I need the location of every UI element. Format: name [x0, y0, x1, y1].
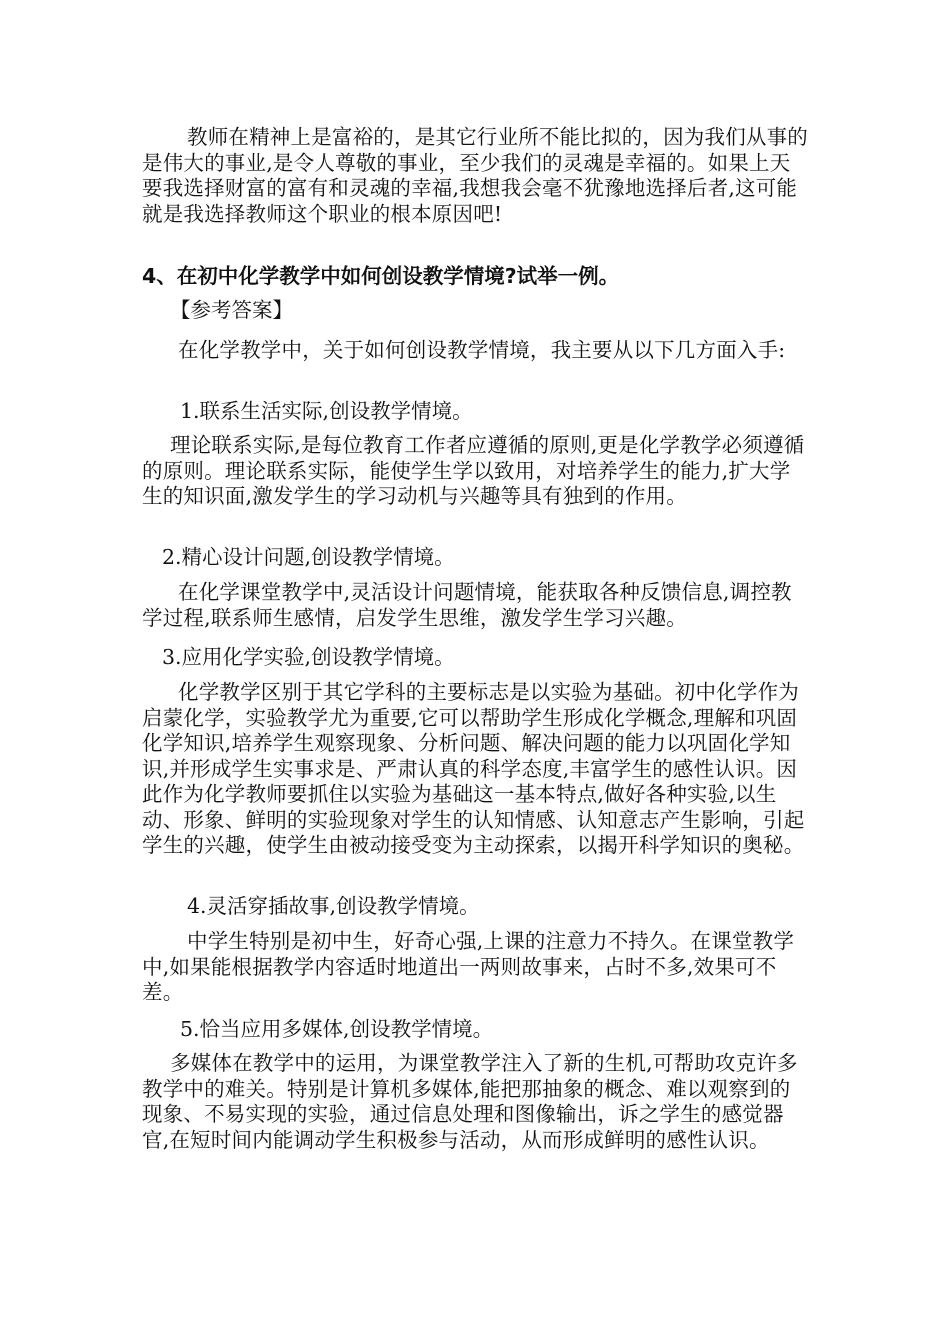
section-5-title: 5.恰当应用多媒体,创设教学情境。	[180, 1017, 494, 1041]
section-1-title: 1.联系生活实际,创设教学情境。	[180, 399, 473, 423]
reference-answer-label: 【参考答案】	[170, 298, 293, 322]
section-5-body: 多媒体在教学中的运用，为课堂教学注入了新的生机,可帮助攻克许多教学中的难关。特别是计算机多媒体,能把那抽象的概念、难以观察到的现象、不易实现的实验，通过信息处理和图像输出，诉之学生的感觉器官,在短时间内能调动学生积极参与活动，从而形成鲜明的感性认识。	[142, 1051, 798, 1152]
section-3-title: 3.应用化学实验,创设教学情境。	[162, 645, 455, 669]
paragraph-intro-teacher: 教师在精神上是富裕的，是其它行业所不能比拟的，因为我们从事的是伟大的事业,是令人尊敬的事业，至少我们的灵魂是幸福的。如果上天要我选择财富的富有和灵魂的幸福,我想我会毫不犹豫地选择后者,这可能就是我选择教师这个职业的根本原因吧!	[142, 125, 808, 226]
section-1-body: 理论联系实际,是每位教育工作者应遵循的原则,更是化学教学必须遵循的原则。理论联系实际，能使学生学以致用，对培养学生的能力,扩大学生的知识面,激发学生的学习动机与兴趣等具有独到的作用。	[142, 433, 805, 508]
section-3-body: 化学教学区别于其它学科的主要标志是以实验为基础。初中化学作为启蒙化学，实验教学尤为重要,它可以帮助学生形成化学概念,理解和巩固化学知识,培养学生观察现象、分析问题、解决问题的能力以巩固化学知识,并形成学生实事求是、严肃认真的科学态度,丰富学生的感性认识。因此作为化学教师要抓住以实验为基础这一基本特点,做好各种实验,以生动、形象、鲜明的实验现象对学生的认知情感、认知意志产生影响，引起学生的兴趣，使学生由被动接受变为主动探索，以揭开科学知识的奥秘。	[142, 680, 805, 857]
section-2-body: 在化学课堂教学中,灵活设计问题情境，能获取各种反馈信息,调控教学过程,联系师生感情，启发学生思维，激发学生学习兴趣。	[142, 580, 792, 630]
section-4-title: 4.灵活穿插故事,创设教学情境。	[187, 894, 480, 918]
paragraph-answer-intro: 在化学教学中，关于如何创设教学情境，我主要从以下几方面入手:	[178, 338, 786, 362]
section-2-title: 2.精心设计问题,创设教学情境。	[162, 545, 455, 569]
question-4-heading: 4、在初中化学教学中如何创设教学情境?试举一例。	[142, 264, 620, 288]
section-4-body: 中学生特别是初中生，好奇心强,上课的注意力不持久。在课堂教学中,如果能根据教学内容适时地道出一两则故事来，占时不多,效果可不差。	[142, 929, 795, 1004]
